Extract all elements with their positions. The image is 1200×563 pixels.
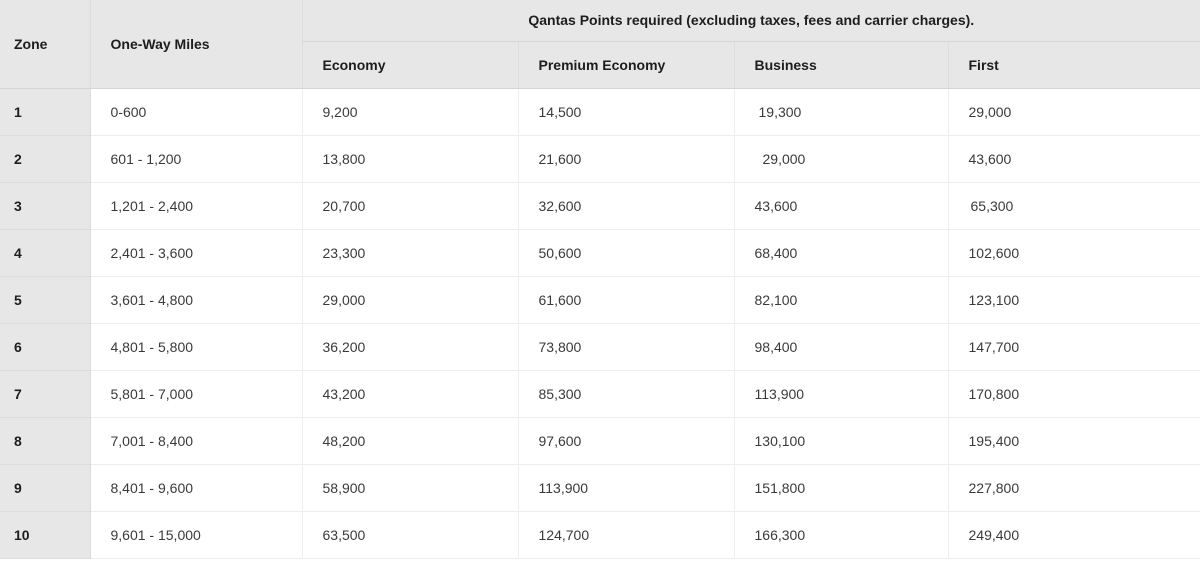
cell-zone: 6 <box>0 323 90 370</box>
cell-zone: 8 <box>0 417 90 464</box>
table-body <box>0 88 1200 558</box>
table-header <box>0 0 1200 88</box>
cell-economy: 43,200 <box>302 370 518 417</box>
cell-economy: 29,000 <box>302 276 518 323</box>
column-header-one-way-miles: One-Way Miles <box>90 0 302 88</box>
cell-one-way-miles: 2,401 - 3,600 <box>90 229 302 276</box>
cell-premium-economy: 50,600 <box>518 229 734 276</box>
cell-economy: 13,800 <box>302 135 518 182</box>
cell-business: 68,400 <box>734 229 948 276</box>
table-row <box>0 511 1200 558</box>
cell-premium-economy: 61,600 <box>518 276 734 323</box>
cell-first: 65,300 <box>948 182 1200 229</box>
cell-business: 82,100 <box>734 276 948 323</box>
cell-zone: 1 <box>0 88 90 135</box>
cell-first: 170,800 <box>948 370 1200 417</box>
cell-business: 29,000 <box>734 135 948 182</box>
table-row <box>0 229 1200 276</box>
cell-premium-economy: 73,800 <box>518 323 734 370</box>
cell-first: 43,600 <box>948 135 1200 182</box>
cell-one-way-miles: 0-600 <box>90 88 302 135</box>
cell-one-way-miles: 9,601 - 15,000 <box>90 511 302 558</box>
cell-economy: 58,900 <box>302 464 518 511</box>
cell-economy: 23,300 <box>302 229 518 276</box>
cell-one-way-miles: 3,601 - 4,800 <box>90 276 302 323</box>
cell-zone: 2 <box>0 135 90 182</box>
column-header-first: First <box>948 41 1200 88</box>
cell-economy: 9,200 <box>302 88 518 135</box>
cell-zone: 5 <box>0 276 90 323</box>
cell-one-way-miles: 601 - 1,200 <box>90 135 302 182</box>
cell-business: 43,600 <box>734 182 948 229</box>
table-row <box>0 370 1200 417</box>
cell-business: 130,100 <box>734 417 948 464</box>
cell-business: 151,800 <box>734 464 948 511</box>
table-row <box>0 323 1200 370</box>
cell-first: 102,600 <box>948 229 1200 276</box>
cell-economy: 36,200 <box>302 323 518 370</box>
group-header-qantas-points-required: Qantas Points required (excluding taxes, fees and carrier charges). <box>302 0 1200 41</box>
table-row <box>0 88 1200 135</box>
cell-one-way-miles: 4,801 - 5,800 <box>90 323 302 370</box>
column-header-premium-economy: Premium Economy <box>518 41 734 88</box>
cell-zone: 4 <box>0 229 90 276</box>
cell-business: 19,300 <box>734 88 948 135</box>
header-row-group <box>0 0 1200 41</box>
cell-premium-economy: 21,600 <box>518 135 734 182</box>
cell-business: 98,400 <box>734 323 948 370</box>
cell-first: 123,100 <box>948 276 1200 323</box>
table-row <box>0 182 1200 229</box>
cell-one-way-miles: 8,401 - 9,600 <box>90 464 302 511</box>
table-row <box>0 417 1200 464</box>
cell-business: 166,300 <box>734 511 948 558</box>
column-header-zone: Zone <box>0 0 90 88</box>
cell-first: 227,800 <box>948 464 1200 511</box>
cell-zone: 10 <box>0 511 90 558</box>
cell-first: 147,700 <box>948 323 1200 370</box>
table-row <box>0 276 1200 323</box>
cell-one-way-miles: 1,201 - 2,400 <box>90 182 302 229</box>
cell-business: 113,900 <box>734 370 948 417</box>
cell-economy: 48,200 <box>302 417 518 464</box>
cell-first: 195,400 <box>948 417 1200 464</box>
cell-one-way-miles: 5,801 - 7,000 <box>90 370 302 417</box>
cell-premium-economy: 32,600 <box>518 182 734 229</box>
cell-premium-economy: 14,500 <box>518 88 734 135</box>
cell-economy: 63,500 <box>302 511 518 558</box>
cell-zone: 9 <box>0 464 90 511</box>
cell-economy: 20,700 <box>302 182 518 229</box>
cell-one-way-miles: 7,001 - 8,400 <box>90 417 302 464</box>
cell-first: 29,000 <box>948 88 1200 135</box>
cell-zone: 7 <box>0 370 90 417</box>
cell-zone: 3 <box>0 182 90 229</box>
cell-premium-economy: 97,600 <box>518 417 734 464</box>
column-header-economy: Economy <box>302 41 518 88</box>
table-row <box>0 135 1200 182</box>
column-header-business: Business <box>734 41 948 88</box>
cell-first: 249,400 <box>948 511 1200 558</box>
cell-premium-economy: 85,300 <box>518 370 734 417</box>
cell-premium-economy: 113,900 <box>518 464 734 511</box>
cell-premium-economy: 124,700 <box>518 511 734 558</box>
table-row <box>0 464 1200 511</box>
